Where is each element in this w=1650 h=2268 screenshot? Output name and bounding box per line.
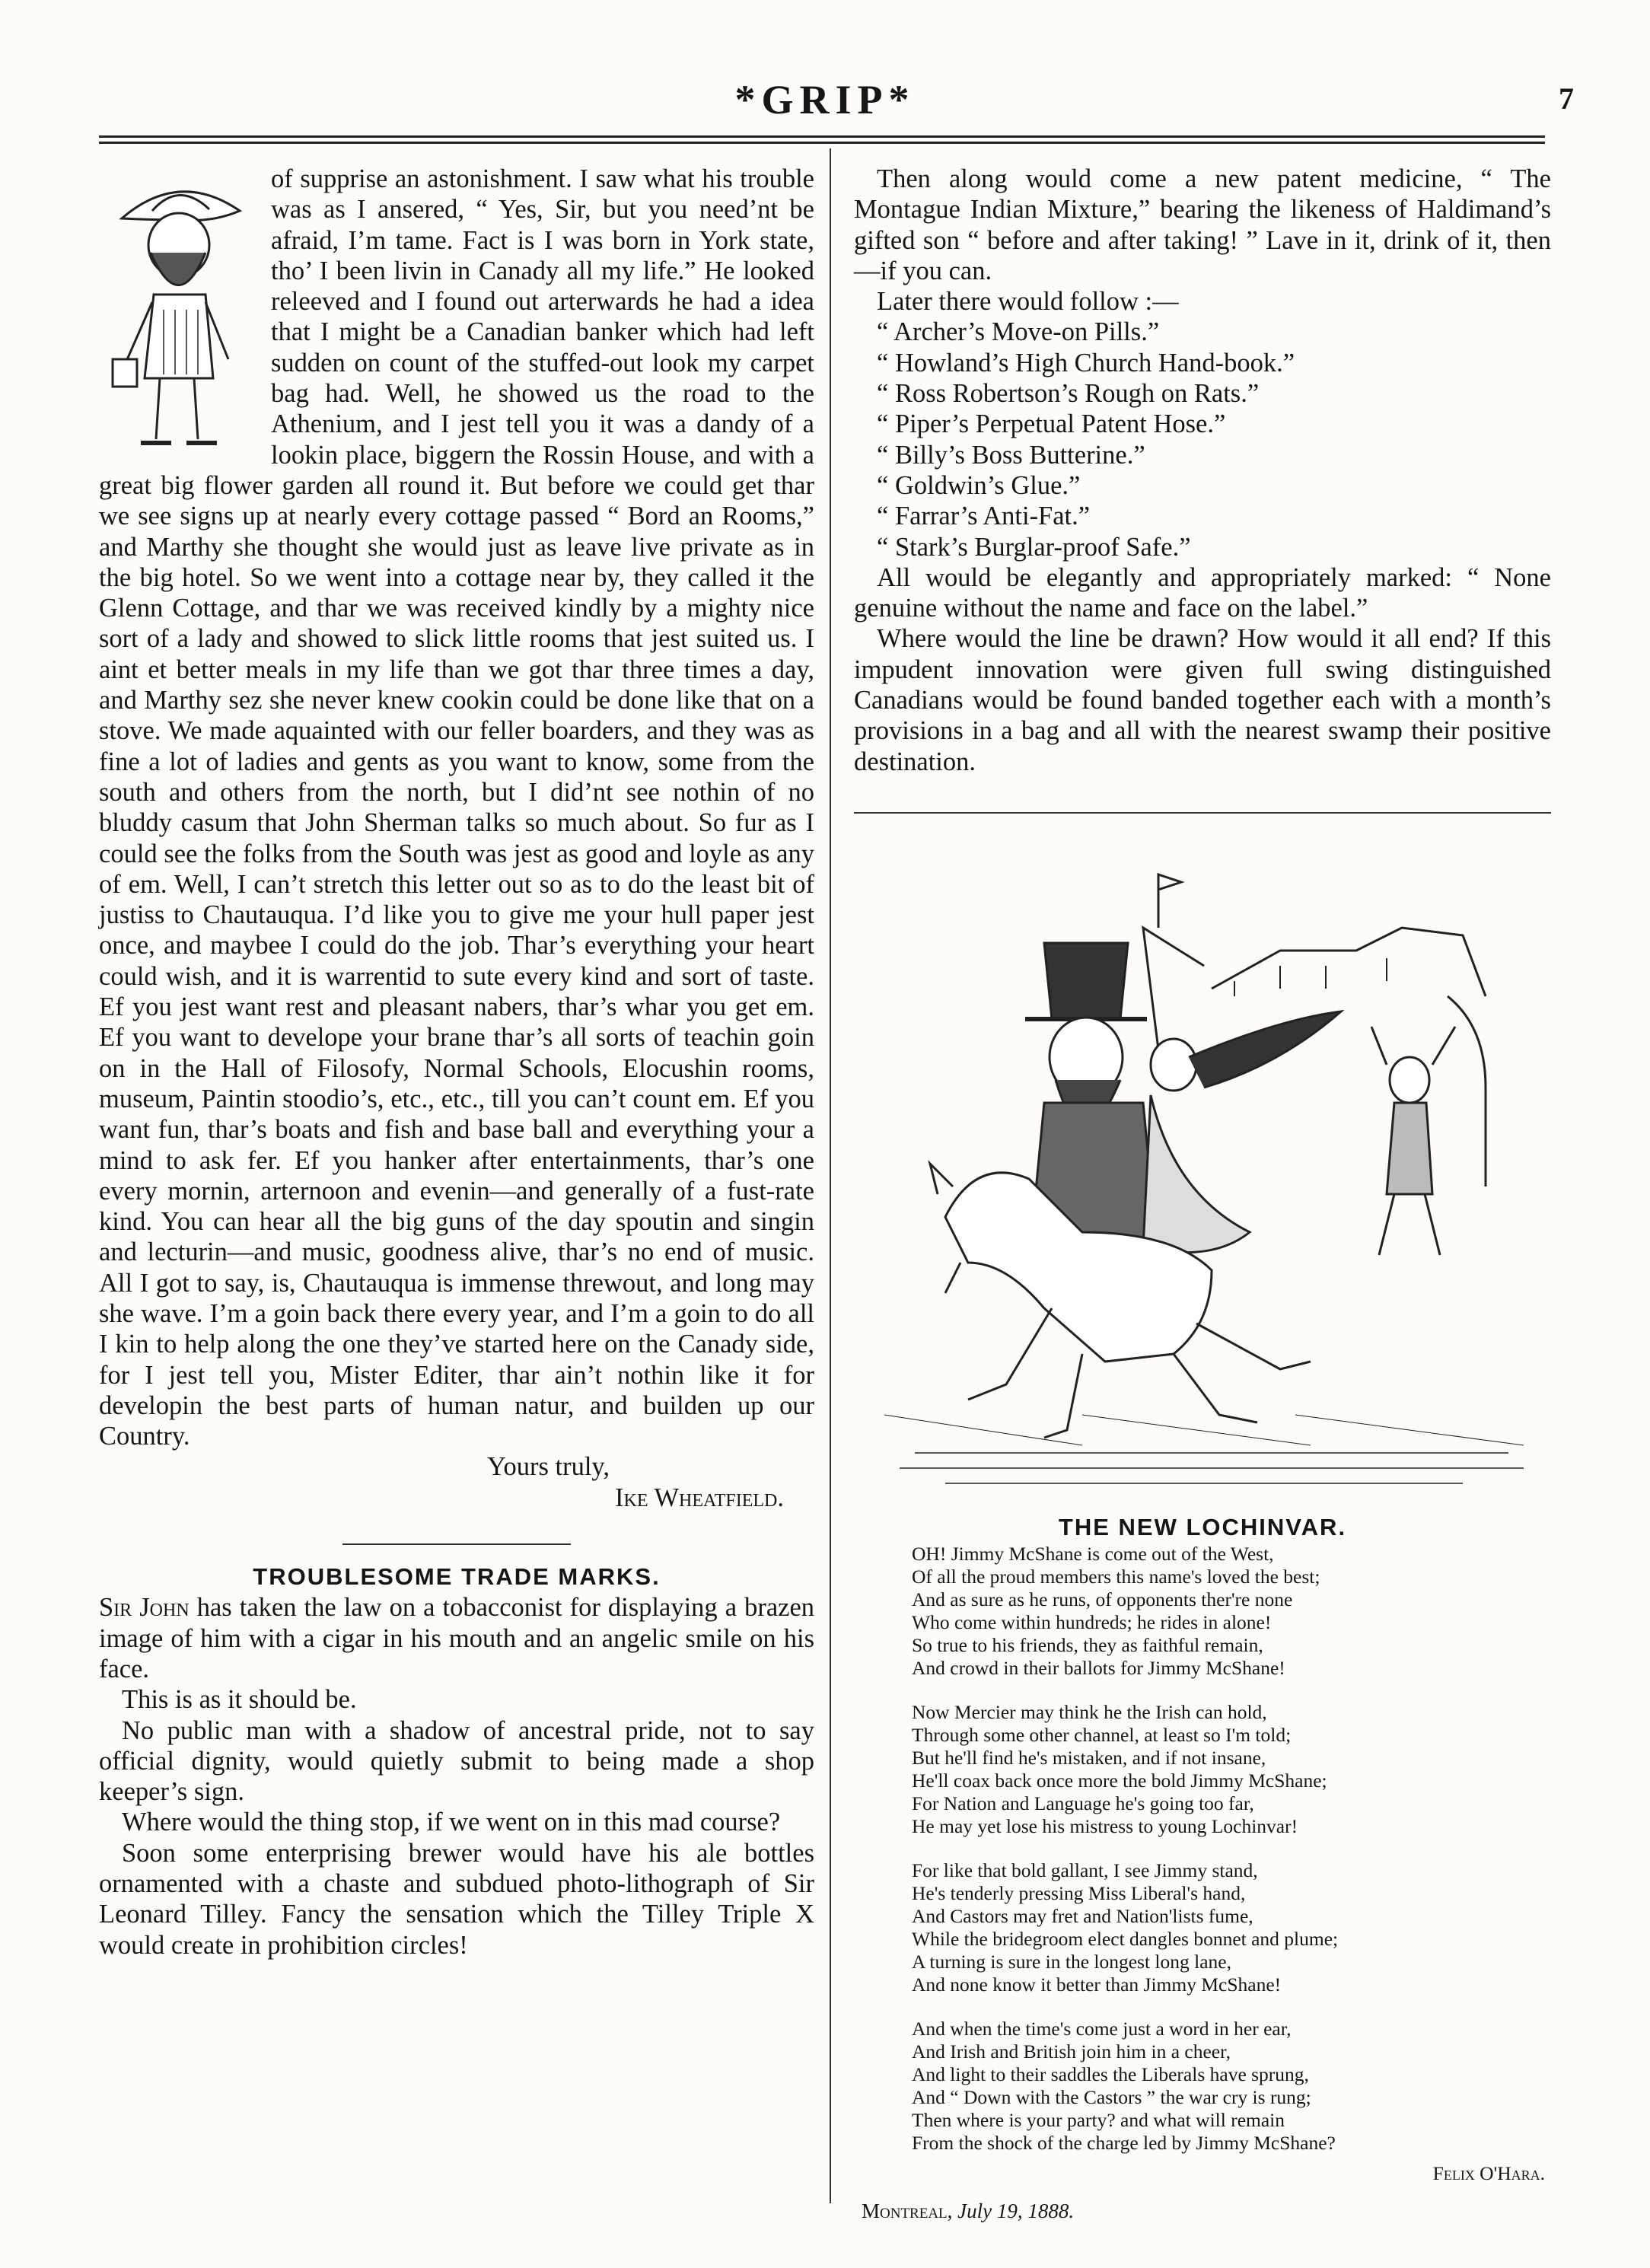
poem-stanza bbox=[912, 1543, 1551, 1680]
poem-line: From the shock of the charge led by Jimmy McShane? bbox=[912, 2132, 1336, 2155]
poem-line: He may yet lose his mistress to young Lochinvar! bbox=[912, 1815, 1298, 1838]
list-item: “ Billy’s Boss Butterine.” bbox=[877, 440, 1145, 470]
poem-line: And “ Down with the Castors ” the war cry is rung; bbox=[912, 2086, 1311, 2109]
left-column bbox=[99, 164, 814, 1961]
header-rule-thin bbox=[99, 142, 1545, 144]
poem-line: For Nation and Language he's going too far, bbox=[912, 1792, 1254, 1815]
cartoon-caption: THE NEW LOCHINVAR. bbox=[1058, 1513, 1347, 1540]
poem-line: And crowd in their ballots for Jimmy McShane! bbox=[912, 1657, 1285, 1680]
farmer-illustration bbox=[99, 165, 259, 470]
list-item: “ Stark’s Burglar-proof Safe.” bbox=[877, 532, 1191, 562]
poem-line: And Irish and British join him in a cheer, bbox=[912, 2040, 1231, 2063]
article-paragraph-2: This is as it should be. bbox=[122, 1685, 357, 1715]
poem-line: He's tenderly pressing Miss Liberal's hand, bbox=[912, 1882, 1246, 1905]
dateline bbox=[862, 2196, 1551, 2226]
cartoon-rule bbox=[854, 812, 1551, 814]
section-title: TROUBLESOME TRADE MARKS. bbox=[253, 1563, 661, 1591]
letter-signature: Ike Wheatfield. bbox=[615, 1483, 784, 1512]
poem-author: Felix O'Hara. bbox=[1432, 2162, 1545, 2185]
poem-line: Of all the proud members this name's loved the best; bbox=[912, 1566, 1320, 1588]
poem-line: A turning is sure in the longest long lane, bbox=[912, 1951, 1231, 1973]
letter-paragraph: of supprise an astonishment. I saw what his trouble was as I ansered, “ Yes, Sir, but you need’nt be afraid, I’m tame. Fact is I was born in York state, tho’ I been livin in Canady all my life.” He looked releeved and I found out arterwards he had a idea that I might be a Canadian banker which had left sudden on count of the stuffed-out look my carpet bag had. Well, he showed us the road to the Athenium, and I jest tell you it was a dandy of a lookin place, biggern the Rossin House, and with a great big flower garden all round it. But before we could get thar we see signs up at nearly every cottage passed “ Bord an Rooms,” and Marthy she thought she would just as leave live private as in the big hotel. So we went into a cottage near by, they called it the Glenn Cottage, and thar we was received kindly by a mighty nice sort of a lady and showed to slick little rooms that jest suited us. I aint et better meals in my life than we got thar three times a day, and Marthy sez she never knew cookin could be done like that on a stove. We made aquainted with our feller boarders, and they was as fine a lot of ladies and gents as you want to know, some from the south and others from the north, but I did’nt see nothin of no bluddy casum that John Sherman talks so much about. So fur as I could see the folks from the South was jest as good and loyle as any of em. Well, I can’t stretch this letter out so as to do the least bit of justiss to Chautauqua. I’d like you to give me your hull paper jest once, and maybee I could do the job. Thar’s everything your heart could wish, and it is warrentid to sute every kind and sort of taste. Ef you jest want rest and pleasant nabers, thar’s whar you get em. Ef you want to develope your brane thar’s all sorts of teachin goin on in the Hall of Filosofy, Normal Schools, Elocushin rooms, museum, Paintin stoodio’s, etc., etc., till you can’t count em. Ef you want fun, thar’s boats and fish and base ball and everything your a mind to ask fer. Ef you hanker after entertainments, thar’s one every mornin, arternoon and evenin—and generally of a fust-rate kind. You can hear all the big guns of the day spoutin and singin and lecturin—and music, goodness alive, thar’s no end of music. All I got to say, is, Chautauqua is immense threwout, and long may she wave. I’m a goin back there every year, and I’m a goin to do all I kin to help along the one they’ve started here on the Canady side, for I jest tell you, Mister Editer, thar ain’t nothin like it for developin the best parts of human natur, and builden up our Country. bbox=[99, 164, 814, 1451]
poem-stanza bbox=[912, 1701, 1551, 1838]
poem-line: And as sure as he runs, of opponents ther're none bbox=[912, 1588, 1293, 1611]
list-item: “ Piper’s Perpetual Patent Hose.” bbox=[877, 409, 1226, 439]
article-paragraph-4: Where would the thing stop, if we went on in this mad course? bbox=[122, 1808, 781, 1837]
masthead bbox=[0, 76, 1650, 122]
poem-line: And Castors may fret and Nation'lists fume, bbox=[912, 1905, 1253, 1928]
poem-stanza bbox=[912, 1859, 1551, 1996]
poem-line: Now Mercier may think he the Irish can hold, bbox=[912, 1701, 1267, 1724]
poem-line: While the bridegroom elect dangles bonnet and plume; bbox=[912, 1928, 1339, 1951]
article-paragraph-1 bbox=[99, 1592, 814, 1684]
poem-line: And none know it better than Jimmy McShane! bbox=[912, 1973, 1282, 1996]
header-rule bbox=[99, 135, 1545, 138]
poem-line: Through some other channel, at least so I'm told; bbox=[912, 1724, 1292, 1747]
poem-stanza bbox=[912, 2018, 1551, 2155]
letter-body bbox=[99, 164, 814, 1451]
list-item: “ Ross Robertson’s Rough on Rats.” bbox=[877, 379, 1260, 409]
lead-name: Sir John bbox=[99, 1593, 190, 1623]
list-item: “ Farrar’s Anti-Fat.” bbox=[877, 502, 1091, 531]
cartoon-illustration bbox=[854, 836, 1551, 1499]
article-paragraph-7: Later there would follow :— bbox=[877, 287, 1179, 317]
poem-line: But he'll find he's mistaken, and if not insane, bbox=[912, 1747, 1266, 1769]
poem-line: And light to their saddles the Liberals have sprung, bbox=[912, 2063, 1309, 2086]
article-paragraph-9: Where would the line be drawn? How would it all end? If this impudent innovation were given full swing distinguished Canadians would be found banded together each with a month’s provisions in a bag and all with the nearest swamp their positive destination. bbox=[854, 624, 1551, 776]
poem-line: So true to his friends, they as faithful remain, bbox=[912, 1634, 1263, 1657]
page-number: 7 bbox=[1559, 81, 1574, 116]
poem-line: And when the time's come just a word in her ear, bbox=[912, 2018, 1292, 2040]
column-divider bbox=[830, 148, 831, 2203]
list-item: “ Goldwin’s Glue.” bbox=[877, 470, 1081, 500]
article-paragraph-6: Then along would come a new patent medicine, “ The Montague Indian Mixture,” bearing the likeness of Haldimand’s gifted son “ before and after taking! ” Lave in it, drink of it, then—if you can. bbox=[854, 164, 1551, 285]
dateline-date: July 19, 1888. bbox=[957, 2200, 1075, 2223]
list-item: “ Howland’s High Church Hand-book.” bbox=[877, 348, 1295, 377]
poem bbox=[912, 1543, 1551, 2185]
article-paragraph-3: No public man with a shadow of ancestral pride, not to say official dignity, would quietly submit to being made a shop keeper’s sign. bbox=[99, 1715, 814, 1807]
letter-closing: Yours truly, bbox=[487, 1452, 610, 1482]
article-paragraph-5: Soon some enterprising brewer would have his ale bottles ornamented with a chaste and subdued photo-lithograph of Sir Leonard Tilley. Fancy the sensation which the Tilley Triple X would create in prohibition circles! bbox=[99, 1838, 814, 1960]
poem-line: Who come within hundreds; he rides in alone! bbox=[912, 1611, 1272, 1634]
poem-line: He'll coax back once more the bold Jimmy McShane; bbox=[912, 1769, 1327, 1792]
article-text: has taken the law on a tobacconist for displaying a brazen image of him with a cigar in his mouth and an angelic smile on his face. bbox=[99, 1593, 815, 1683]
poem-line: Then where is your party? and what will remain bbox=[912, 2109, 1285, 2132]
dateline-place: Montreal, bbox=[862, 2200, 953, 2223]
right-column bbox=[854, 164, 1551, 2227]
poem-line: For like that bold gallant, I see Jimmy stand, bbox=[912, 1859, 1258, 1882]
poem-line: OH! Jimmy McShane is come out of the West, bbox=[912, 1543, 1274, 1566]
list-item: “ Archer’s Move-on Pills.” bbox=[877, 317, 1160, 347]
section-rule bbox=[342, 1543, 571, 1545]
article-paragraph-8: All would be elegantly and appropriately marked: “ None genuine without the name and face on the label.” bbox=[854, 562, 1551, 623]
page-title: *GRIP* bbox=[734, 77, 916, 123]
product-list bbox=[854, 317, 1551, 562]
